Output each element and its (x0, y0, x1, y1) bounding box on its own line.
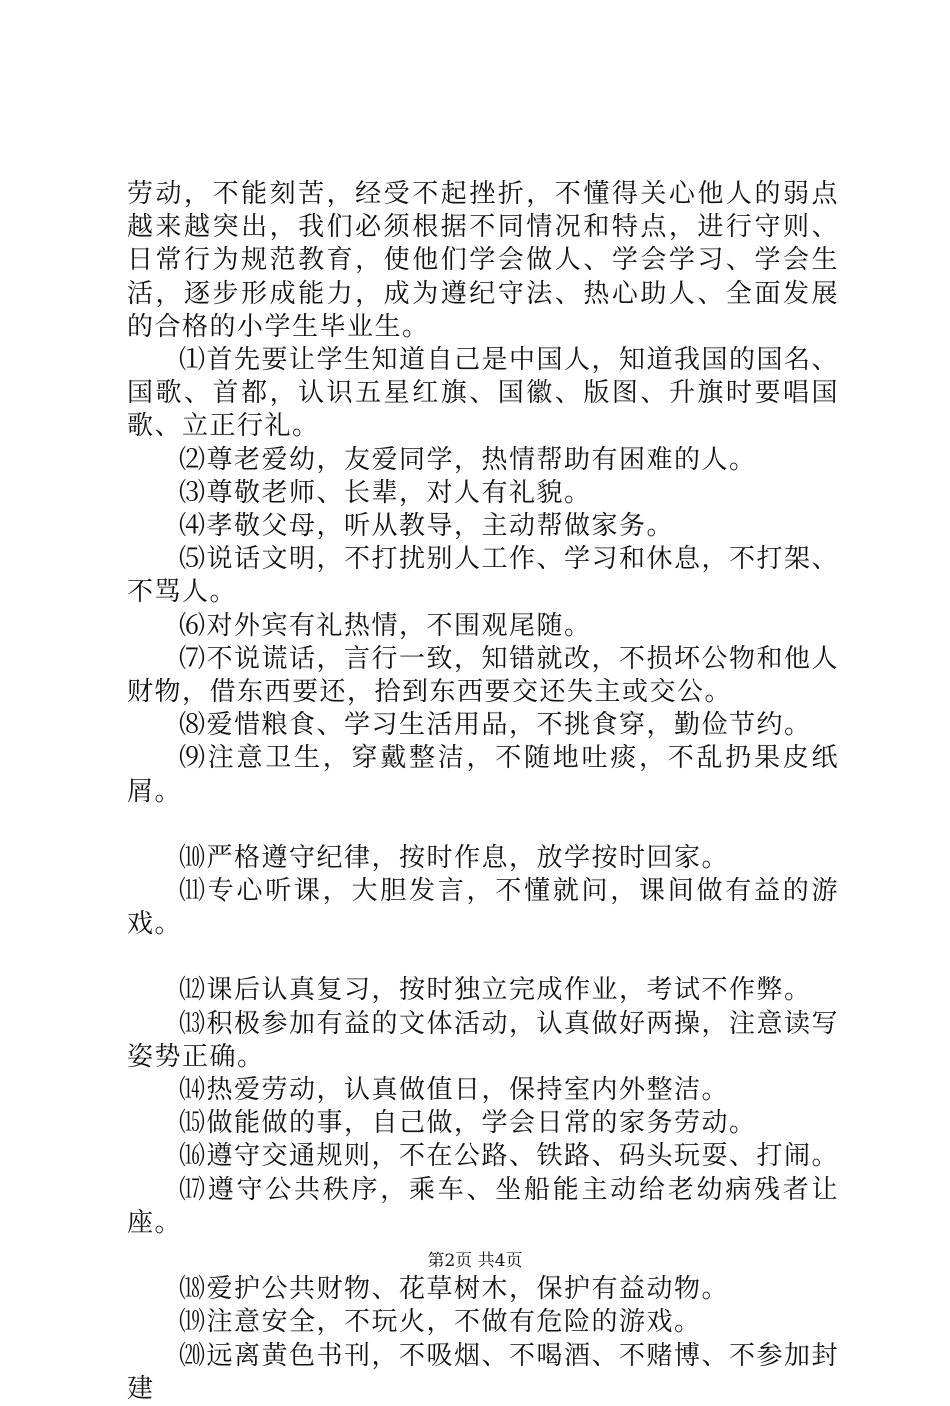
rule-item-5: ⑸说话文明，不打扰别人工作、学习和休息，不打架、不骂人。 (127, 544, 840, 608)
rule-item-13: ⒀积极参加有益的文体活动，认真做好两操，注意读写姿势正确。 (127, 1008, 840, 1072)
rule-item-9: ⑼注意卫生，穿戴整洁，不随地吐痰，不乱扔果皮纸屑。 (127, 743, 839, 807)
rule-item-8: ⑻爱惜粮食、学习生活用品，不挑食穿，勤俭节约。 (179, 710, 812, 741)
document-body (127, 178, 839, 1406)
rule-item-16: ⒃遵守交通规则，不在公路、铁路、码头玩耍、打闹。 (179, 1141, 840, 1172)
rule-item-18: ⒅爱护公共财物、花草树木，保护有益动物。 (179, 1274, 730, 1305)
rule-item-12: ⑿课后认真复习，按时独立完成作业，考试不作弊。 (179, 975, 812, 1006)
intro-paragraph: 劳动，不能刻苦，经受不起挫折，不懂得关心他人的弱点越来越突出，我们必须根据不同情况和特点，进行守则、日常行为规范教育，使他们学会做人、学会学习、学会生活，逐步形成能力，成为遵纪守法、热心助人、全面发展的合格的小学生毕业生。 (127, 179, 839, 342)
rule-item-17: ⒄遵守公共秩序，乘车、坐船能主动给老幼病残者让座。 (127, 1174, 839, 1238)
rule-item-11: ⑾专心听课，大胆发言，不懂就问，课间做有益的游戏。 (127, 876, 839, 940)
rule-item-4: ⑷孝敬父母，听从教导，主动帮做家务。 (179, 511, 675, 542)
rule-item-7: ⑺不说谎话，言行一致，知错就改，不损坏公物和他人财物，借东西要还，拾到东西要交还失主或交公。 (127, 643, 840, 708)
rule-item-14: ⒁热爱劳动，认真做值日，保持室内外整洁。 (179, 1075, 730, 1106)
rule-item-10: ⑽严格遵守纪律，按时作息，放学按时回家。 (179, 842, 730, 873)
rule-item-2: ⑵尊老爱幼，友爱同学，热情帮助有困难的人。 (179, 444, 757, 475)
rule-item-19: ⒆注意安全，不玩火，不做有危险的游戏。 (179, 1307, 702, 1338)
rule-item-6: ⑹对外宾有礼热情，不围观尾随。 (179, 610, 592, 641)
rule-item-20: ⒇远离黄色书刊，不吸烟、不喝酒、不赌博、不参加封建 (127, 1340, 840, 1404)
rule-item-15: ⒂做能做的事，自己做，学会日常的家务劳动。 (179, 1108, 757, 1139)
blank-line (127, 941, 839, 974)
rule-item-1: ⑴首先要让学生知道自己是中国人，知道我国的国名、国歌、首都，认识五星红旗、国徽、版图、升旗时要唱国歌、立正行礼。 (127, 345, 840, 442)
rule-item-3: ⑶尊敬老师、长辈，对人有礼貌。 (179, 477, 592, 508)
page-number-footer: 第2页 共4页 (427, 1251, 523, 1271)
blank-line (127, 809, 839, 842)
